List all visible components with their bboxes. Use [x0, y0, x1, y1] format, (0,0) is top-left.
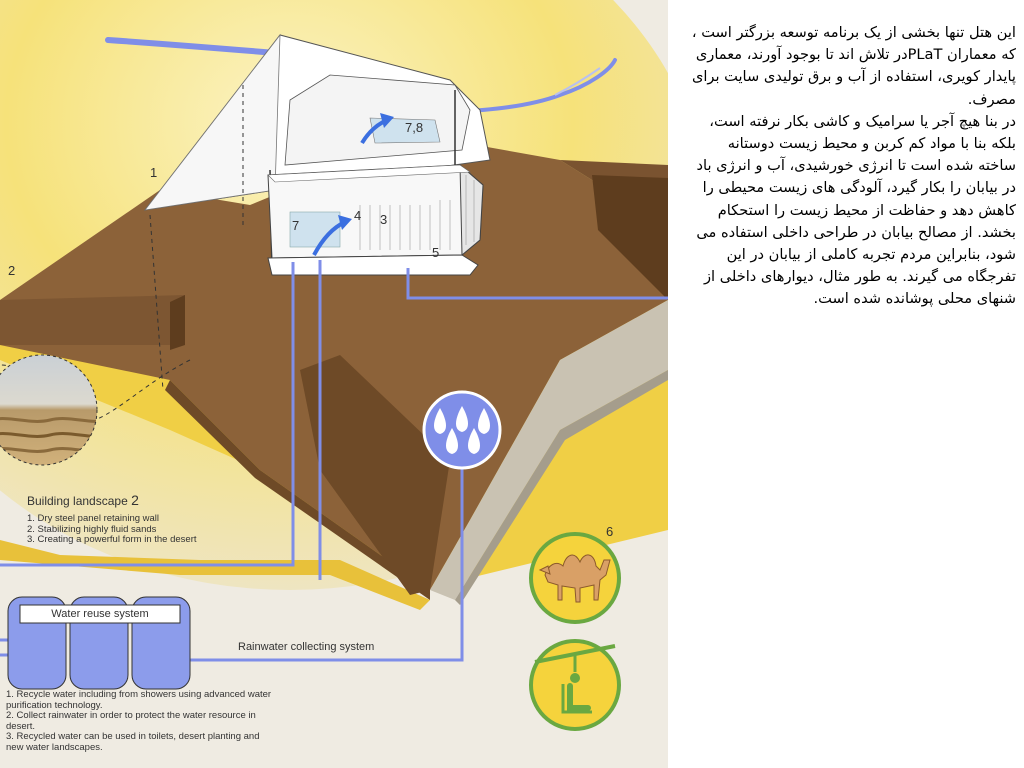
water-notes — [6, 690, 271, 753]
description-paragraph-2: در بنا هیچ آجر یا سرامیک و کاشی بکار نرفته است، بلکه بنا با مواد کم کربن و محیط زیست دوستانه ساخته شده است تا انرژی خورشیدی، آب و انرژی باد در بیابان را بکار گیرد، آلودگی های زیست محیطی را کاهش دهد و حفاظت از محیط زیست را استحکام بخشد. از مصالح بیابان در طراحی داخلی استفاده می شود، بنابراین مردم تجربه کاملی از بیابان در این تفرجگاه می گیرند. به طور مثال، دیوارهای داخلی از شنهای محلی پوشانده شده است. — [696, 112, 1016, 308]
chairlift-icon — [531, 641, 619, 729]
water-note-line: 3. Recycled water can be used in toilets, desert planting and — [6, 731, 260, 742]
camel-icon — [531, 534, 619, 622]
description-paragraph-1: این هتل تنها بخشی از یک برنامه توسعه بزرگتر است ، که معماران PLaTدر تلاش اند تا بوجود آورند، معماری پایدار کویری، استفاده از آب و برق تولیدی سایت برای مصرف. — [691, 24, 1016, 108]
label-2: 2 — [8, 263, 16, 278]
label-5: 5 — [432, 245, 440, 260]
water-note-line: purification technology. — [6, 699, 103, 711]
building-landscape-title-text: Building landscape — [27, 494, 128, 508]
water-reuse-label: Water reuse system — [51, 608, 149, 620]
water-note-line: desert. — [6, 720, 36, 732]
building-landscape-title — [27, 492, 139, 508]
label-1: 1 — [150, 165, 158, 180]
terrain-left-wall-side — [170, 295, 185, 350]
label-7-8: 7,8 — [405, 120, 424, 135]
building-landscape-item: 2. Stabilizing highly fluid sands — [27, 523, 157, 535]
building-platform — [268, 255, 478, 275]
rainwater-label: Rainwater collecting system — [238, 641, 375, 653]
label-6: 6 — [606, 524, 614, 539]
terrain-left-wall — [0, 295, 185, 345]
description-panel — [686, 22, 1016, 311]
building-landscape-number: 2 — [131, 492, 139, 508]
building-landscape-list — [27, 514, 197, 546]
rain-drops-icon — [424, 392, 500, 468]
water-note-line: 2. Collect rainwater in order to protect the water resource in — [6, 710, 256, 721]
label-4: 4 — [354, 208, 362, 223]
building-landscape-item: 1. Dry steel panel retaining wall — [27, 513, 160, 524]
water-note-line: new water landscapes. — [6, 741, 103, 753]
building-landscape-item: 3. Creating a powerful form in the desert — [27, 534, 197, 545]
label-3: 3 — [380, 212, 388, 227]
water-note-line: 1. Recycle water including from showers using advanced water — [6, 689, 272, 700]
label-7: 7 — [292, 218, 300, 233]
